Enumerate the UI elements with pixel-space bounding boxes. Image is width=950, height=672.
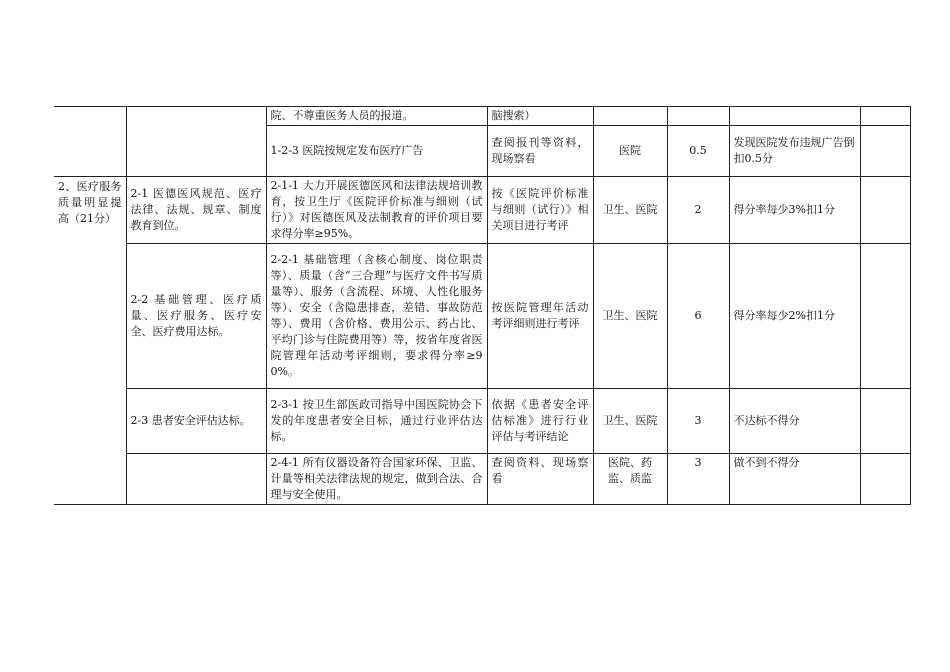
standard-cell: 院、不尊重医务人员的报道。 [266, 107, 487, 126]
method-cell: 查阅资料、现场察看 [487, 454, 593, 505]
method-cell: 依据《患者安全评估标准》进行行业评估与考评结论 [487, 389, 593, 454]
table-row [54, 107, 910, 126]
dept-cell: 卫生、医院 [593, 244, 667, 389]
category-cell [54, 126, 126, 177]
table-row [54, 389, 910, 454]
table-row [54, 244, 910, 389]
category-cell [54, 107, 126, 126]
dept-cell: 卫生、医院 [593, 389, 667, 454]
rule-cell: 做不到不得分 [729, 454, 860, 505]
rule-cell [729, 107, 860, 126]
note-cell [860, 177, 910, 244]
score-cell [667, 107, 729, 126]
standard-cell: 2-2-1 基础管理（含核心制度、岗位职责等）、质量（含“三合理”与医疗文件书写质量等）、服务（含流程、环境、人性化服务等）、安全（含隐患排查，差错、事故防范等）、费用（含价格、费用公示、药占比、平均门诊与住院费用等）等，按省年度省医院管理年活动考评细则，要求得分率≥90%。 [266, 244, 487, 389]
item-cell [126, 454, 266, 505]
standard-cell: 1-2-3 医院按规定发布医疗广告 [266, 126, 487, 177]
dept-cell: 医院、药监、质监 [593, 454, 667, 505]
method-cell: 查阅报刊等资料，现场察看 [487, 126, 593, 177]
score-cell: 6 [667, 244, 729, 389]
method-cell: 按《医院评价标准与细则（试行）》相关项目进行考评 [487, 177, 593, 244]
rule-cell: 得分率每少3%扣1分 [729, 177, 860, 244]
note-cell [860, 389, 910, 454]
method-cell: 脑搜索） [487, 107, 593, 126]
note-cell [860, 454, 910, 505]
item-cell: 2-3 患者安全评估达标。 [126, 389, 266, 454]
table-row [54, 454, 910, 505]
table-row [54, 177, 910, 244]
rule-cell: 发现医院发布违规广告倒扣0.5分 [729, 126, 860, 177]
standard-cell: 2-1-1 大力开展医德医风和法律法规培训教育，按卫生厅《医院评价标准与细则（试行）》对医德医风及法制教育的评价项目要求得分率≥95%。 [266, 177, 487, 244]
score-cell: 0.5 [667, 126, 729, 177]
note-cell [860, 244, 910, 389]
score-cell: 3 [667, 389, 729, 454]
standard-cell: 2-3-1 按卫生部医政司指导中国医院协会下发的年度患者安全目标，通过行业评估达标。 [266, 389, 487, 454]
evaluation-table [54, 106, 911, 505]
item-cell: 2-1 医德医风规范、医疗法律、法规、规章、制度教育到位。 [126, 177, 266, 244]
dept-cell: 医院 [593, 126, 667, 177]
dept-cell [593, 107, 667, 126]
note-cell [860, 126, 910, 177]
rule-cell: 得分率每少2%扣1分 [729, 244, 860, 389]
item-cell [126, 107, 266, 177]
score-cell: 3 [667, 454, 729, 505]
rule-cell: 不达标不得分 [729, 389, 860, 454]
item-cell: 2-2 基础管理、医疗质量、医疗服务、医疗安全、医疗费用达标。 [126, 244, 266, 389]
standard-cell: 2-4-1 所有仪器设备符合国家环保、卫监、计量等相关法律法规的规定，做到合法、合理与安全使用。 [266, 454, 487, 505]
score-cell: 2 [667, 177, 729, 244]
method-cell: 按医院管理年活动考评细则进行考评 [487, 244, 593, 389]
note-cell [860, 107, 910, 126]
dept-cell: 卫生、医院 [593, 177, 667, 244]
category-cell: 2、医疗服务质量明显提高（21分） [54, 177, 126, 505]
